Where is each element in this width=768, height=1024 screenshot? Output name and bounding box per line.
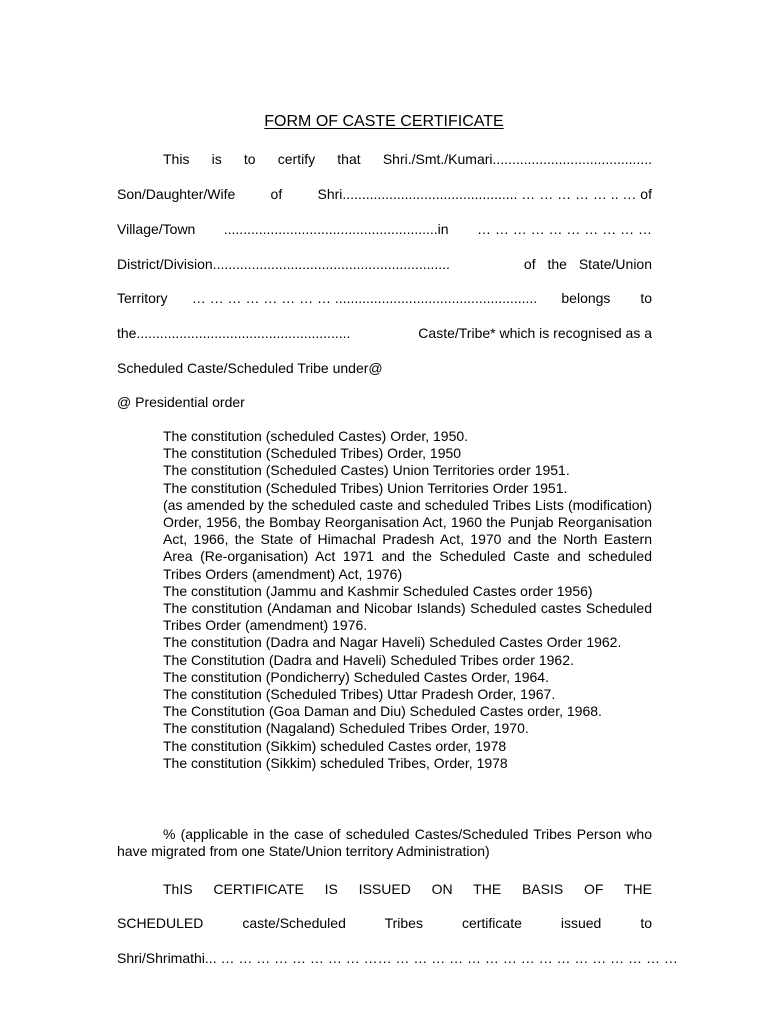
district-field: District/Division............................................................. xyxy=(117,256,450,272)
village-field: .......................................................in xyxy=(223,221,449,237)
scheduled-certificate-line: SCHEDULED caste/Scheduled Tribes certificate issued to xyxy=(117,915,652,931)
issued-basis-line: ThIS CERTIFICATE IS ISSUED ON THE BASIS OF THE xyxy=(163,881,652,897)
territory-field: … … … … … … … … .................................................... xyxy=(191,290,538,306)
order-item: The constitution (Pondicherry) Scheduled Castes Order, 1964. xyxy=(163,668,549,685)
order-item: The constitution (scheduled Castes) Order, 1950. xyxy=(163,428,469,444)
order-item: The constitution (Andaman and Nicobar Islands) Scheduled castes Scheduled Tribes Order (amendment) 1976. xyxy=(163,600,652,634)
order-item: The constitution (Scheduled Tribes) Uttar Pradesh Order, 1967. xyxy=(163,686,556,703)
caste-field: the....................................................... xyxy=(117,325,351,341)
order-item: The constitution (Sikkim) scheduled Castes order, 1978 xyxy=(163,737,507,754)
scheduled-under-line: Scheduled Caste/Scheduled Tribe under@ xyxy=(117,360,383,376)
village-label: Village/Town xyxy=(117,221,196,237)
shrimathi-line xyxy=(117,949,678,967)
caste-recognised-text: Caste/Tribe* which is recognised as a xyxy=(418,325,652,341)
relation-line xyxy=(117,185,652,203)
belongs-label: belongs to xyxy=(561,290,652,306)
state-label: of the State/Union xyxy=(523,256,652,272)
presidential-order-line: @ Presidential order xyxy=(117,394,245,410)
order-item: The constitution (Sikkim) scheduled Tribes, Order, 1978 xyxy=(163,754,508,771)
village-field-2: … … … … … … … … … … xyxy=(476,221,652,237)
village-line xyxy=(117,220,652,238)
order-item-amendment: (as amended by the scheduled caste and scheduled Tribes Lists (modification) Order, 1956, the Bombay Reorganisation Act, 1960 the Punjab Reorganisation Act, 1966, the State of Himachal Pradesh Act, 1970 and the North Eastern Area (Re-organisation) Act 1971 and the Scheduled Caste and scheduled Tribes Orders (amendment) Act, 1976) xyxy=(163,496,652,582)
order-item: The constitution (Jammu and Kashmir Scheduled Castes order 1956) xyxy=(163,582,593,599)
certify-line: This is to certify that Shri./Smt./Kumari......................................... xyxy=(163,151,652,167)
relation-label: Son/Daughter/Wife xyxy=(117,186,236,202)
order-item: The constitution (Nagaland) Scheduled Tribes Order, 1970. xyxy=(163,720,529,737)
of-label: of xyxy=(270,186,283,202)
shrimathi-field-2: … … … … … … … … … … … … … … … … … xyxy=(377,950,678,966)
district-line xyxy=(117,255,652,273)
orders-list xyxy=(117,428,652,772)
page-title: FORM OF CASTE CERTIFICATE xyxy=(264,113,504,130)
order-item: The Constitution (Dadra and Haveli) Scheduled Tribes order 1962. xyxy=(163,651,574,668)
shri-field: Shri............................................. … … … … … .. … of xyxy=(317,186,652,202)
shrimathi-field: Shri/Shrimathi... … … … … … … … … … xyxy=(117,950,378,966)
territory-line xyxy=(117,289,652,307)
migration-note: % (applicable in the case of scheduled Castes/Scheduled Tribes Person who have migrated from one State/Union territory Administration) xyxy=(117,826,652,859)
order-item: The constitution (Scheduled Tribes) Union Territories Order 1951. xyxy=(163,479,568,496)
caste-line xyxy=(117,324,652,342)
territory-label: Territory xyxy=(117,290,168,306)
order-item: The Constitution (Goa Daman and Diu) Scheduled Castes order, 1968. xyxy=(163,703,602,720)
order-item: The constitution (Scheduled Tribes) Order, 1950 xyxy=(163,445,462,462)
order-item: The constitution (Scheduled Castes) Union Territories order 1951. xyxy=(163,462,570,479)
order-item: The constitution (Dadra and Nagar Haveli) Scheduled Castes Order 1962. xyxy=(163,634,622,651)
